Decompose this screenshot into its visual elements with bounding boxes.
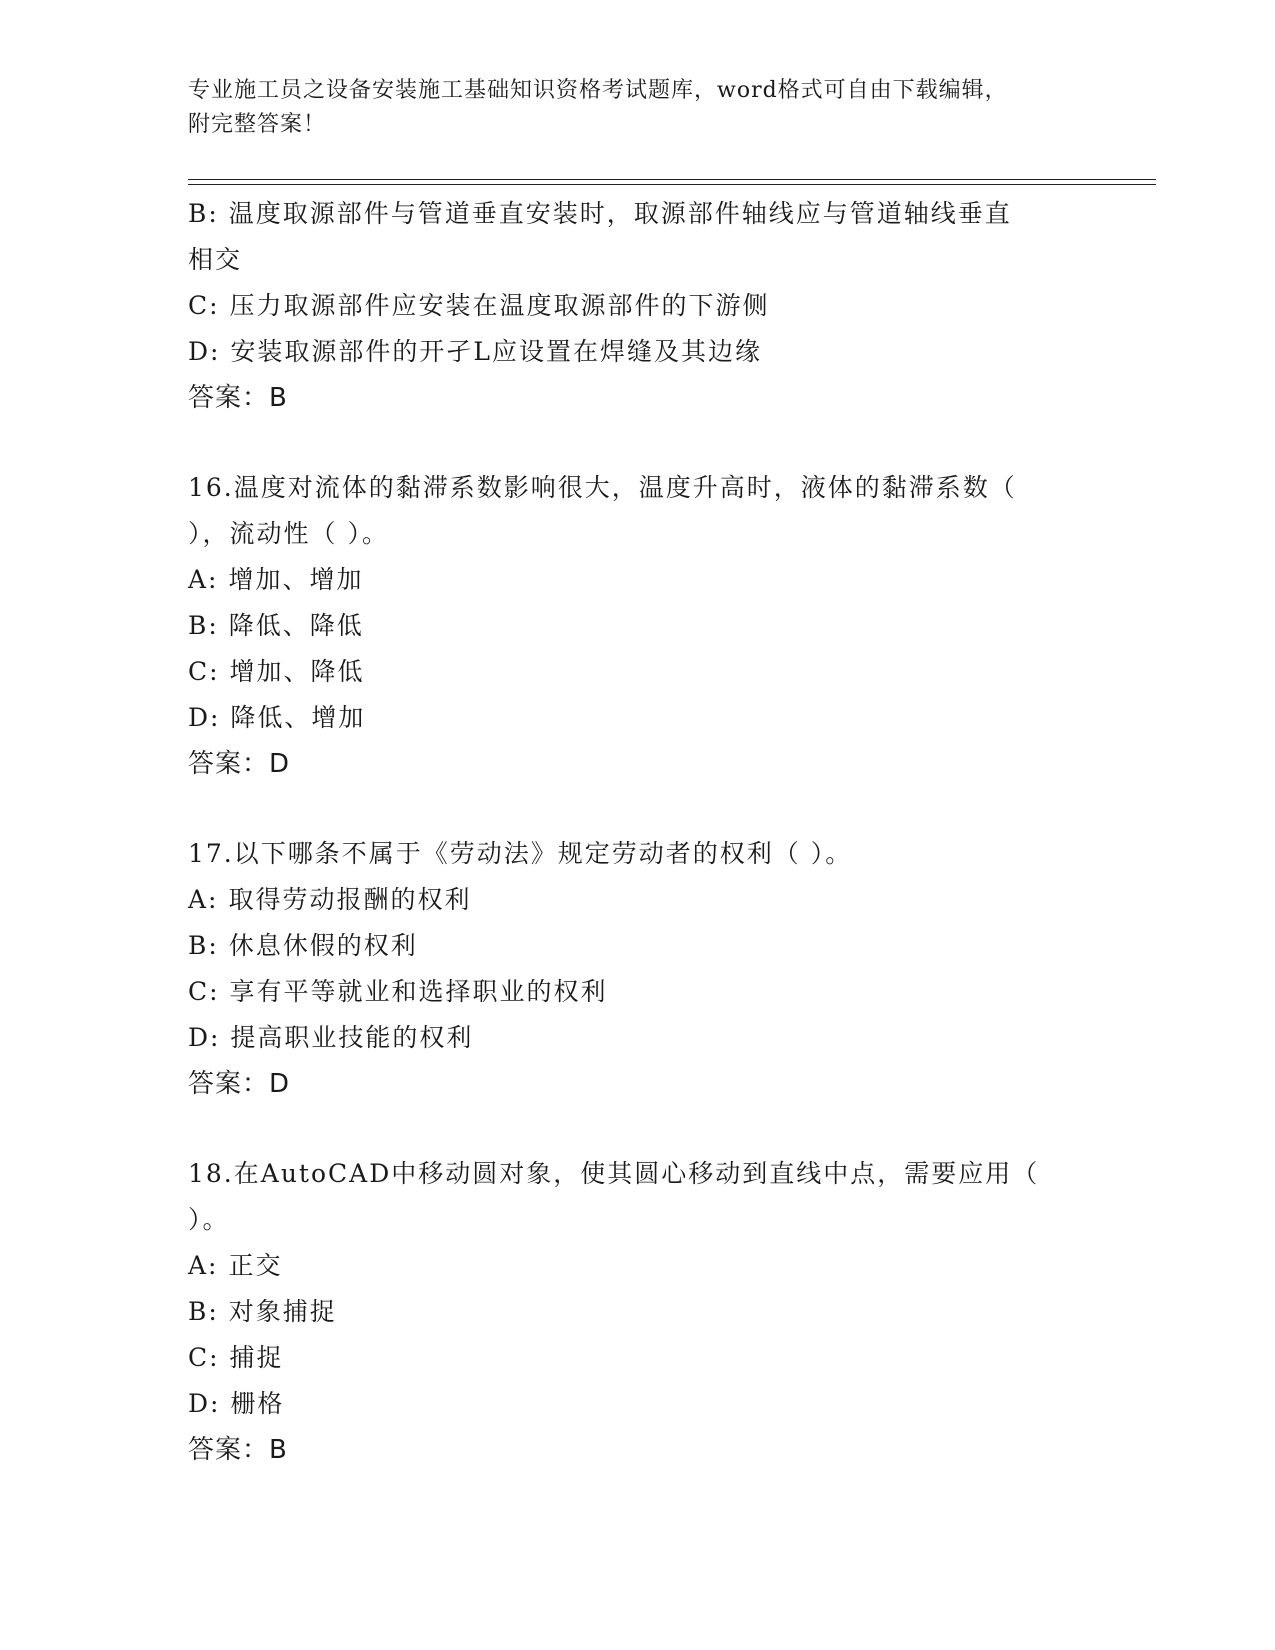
option-label: D: (188, 1023, 221, 1052)
option-text: 享有平等就业和选择职业的权利 (229, 977, 608, 1006)
option-c (188, 649, 1088, 695)
option-d (188, 329, 1088, 375)
option-text: 安装取源部件的开孑L应设置在焊缝及其边缘 (230, 337, 763, 366)
option-label: B: (188, 611, 219, 640)
option-text: 增加、增加 (228, 565, 364, 594)
option-text: 捕捉 (229, 1343, 284, 1372)
option-a (188, 877, 1088, 923)
option-d (188, 695, 1088, 741)
option-label: B: (188, 199, 219, 228)
spacer (188, 787, 1088, 831)
document-header (188, 74, 1088, 142)
option-c (188, 969, 1088, 1015)
answer-line: 答案：D (188, 749, 291, 779)
option-text: 正交 (228, 1251, 283, 1280)
prev-question-block (188, 191, 1088, 421)
option-label: B: (188, 931, 219, 960)
option-a (188, 557, 1088, 603)
question-stem-continued: ）。 (188, 1205, 230, 1234)
option-text: 增加、降低 (229, 657, 365, 686)
header-divider-top (188, 179, 1156, 180)
option-label: D: (188, 337, 221, 366)
option-label: B: (188, 1297, 219, 1326)
question-stem: 16.温度对流体的黏滞系数影响很大，温度升高时，液体的黏滞系数（ (188, 473, 1017, 502)
answer-line: 答案：B (188, 383, 288, 413)
option-b (188, 923, 1088, 969)
option-label: A: (188, 565, 219, 594)
option-a (188, 1243, 1088, 1289)
question-16 (188, 465, 1088, 787)
option-text: 取得劳动报酬的权利 (228, 885, 472, 914)
header-line-1: 专业施工员之设备安装施工基础知识资格考试题库，word格式可自由下载编辑， (188, 78, 1008, 103)
spacer (188, 421, 1088, 465)
spacer (188, 1107, 1088, 1151)
option-d (188, 1381, 1088, 1427)
option-label: D: (188, 1389, 221, 1418)
header-line-2: 附完整答案！ (188, 112, 327, 137)
question-stem: 18.在AutoCAD中移动圆对象，使其圆心移动到直线中点，需要应用（ (188, 1159, 1040, 1188)
option-text: 降低、增加 (230, 703, 366, 732)
option-d (188, 1015, 1088, 1061)
option-b (188, 1289, 1088, 1335)
option-b (188, 603, 1088, 649)
option-text: 压力取源部件应安装在温度取源部件的下游侧 (229, 291, 770, 320)
option-text: 相交 (188, 245, 243, 274)
option-text: 栅格 (230, 1389, 285, 1418)
option-label: A: (188, 885, 219, 914)
option-label: C: (188, 291, 220, 320)
question-content (188, 191, 1088, 1473)
answer-line: 答案：D (188, 1069, 291, 1099)
option-b-continued (188, 237, 1088, 283)
option-c (188, 283, 1088, 329)
question-stem-continued: ），流动性（ ）。 (188, 519, 389, 548)
option-label: C: (188, 977, 220, 1006)
option-label: C: (188, 657, 220, 686)
header-divider-bottom (188, 184, 1156, 185)
option-b (188, 191, 1088, 237)
option-text: 温度取源部件与管道垂直安装时，取源部件轴线应与管道轴线垂直 (228, 199, 1012, 228)
option-label: D: (188, 703, 221, 732)
option-text: 对象捕捉 (228, 1297, 337, 1326)
option-c (188, 1335, 1088, 1381)
question-stem: 17.以下哪条不属于《劳动法》规定劳动者的权利（ ）。 (188, 839, 853, 868)
answer-line: 答案：B (188, 1435, 288, 1465)
option-text: 提高职业技能的权利 (230, 1023, 474, 1052)
option-text: 休息休假的权利 (228, 931, 418, 960)
question-18 (188, 1151, 1088, 1473)
option-text: 降低、降低 (228, 611, 364, 640)
question-17 (188, 831, 1088, 1107)
option-label: A: (188, 1251, 219, 1280)
option-label: C: (188, 1343, 220, 1372)
